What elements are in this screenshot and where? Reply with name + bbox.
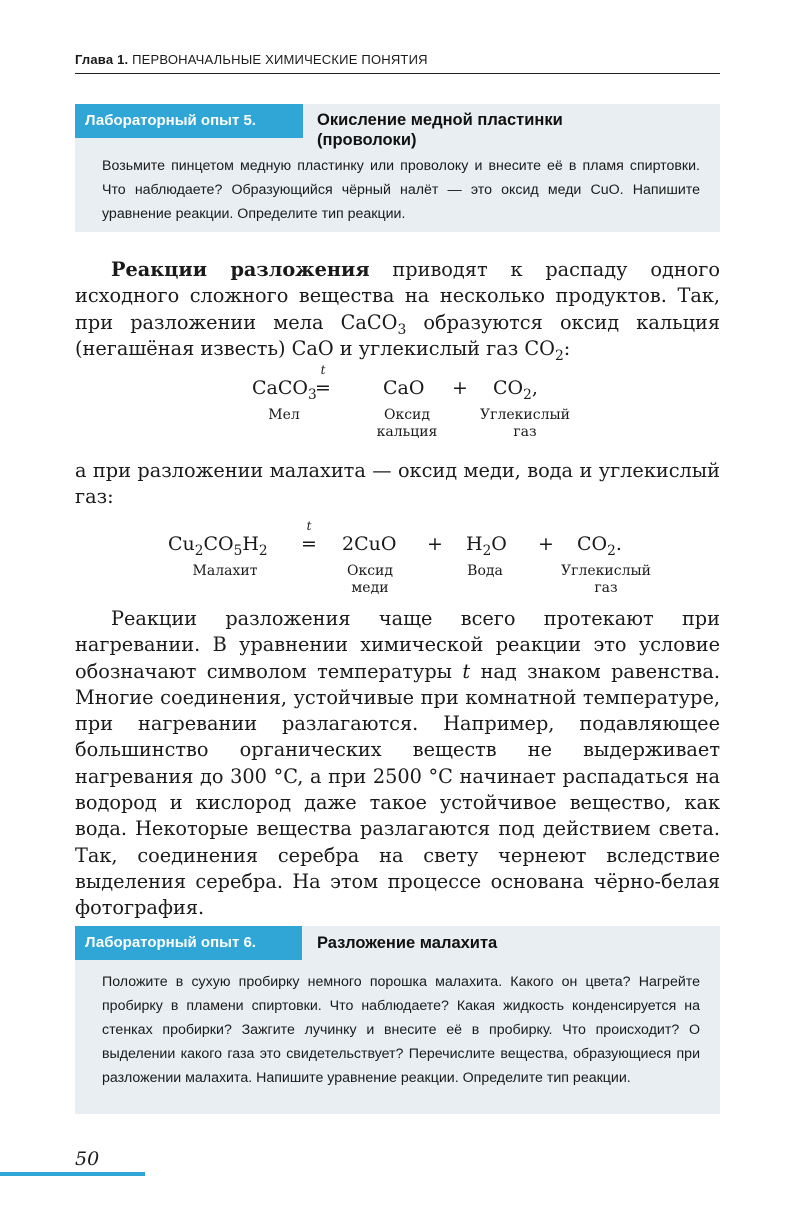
lab-text-6: Положите в сухую пробирку немного порошка малахита. Какого он цвета? Нагрейте пробирку в пламени спиртовки. Что наблюдаете? Какая жидкость конденсируется на стенках пробирки? Зажгите лучинку и внесите её в пробирку. Что происходит? О выделении какого газа это свидетельствует? Перечислите вещества, образующиеся при разложении малахита. Напишите уравнение реакции. Определите тип реакции. bbox=[102, 974, 700, 1086]
paragraph-malachite: а при разложении малахита — оксид меди, вода и углекислый газ: bbox=[75, 459, 720, 509]
chapter-title: ПЕРВОНАЧАЛЬНЫЕ ХИМИЧЕСКИЕ ПОНЯТИЯ bbox=[132, 52, 428, 67]
running-header bbox=[75, 52, 720, 74]
term-decomposition: Реакции разложения bbox=[111, 258, 370, 281]
lab-tag-6: Лабораторный опыт 6. bbox=[75, 926, 302, 960]
page-number: 50 bbox=[75, 1148, 100, 1170]
lab-box-5 bbox=[75, 104, 720, 232]
temperature-symbol: t bbox=[462, 659, 471, 683]
lab-title-5: Окисление медной пластинки (проволоки) bbox=[317, 111, 563, 149]
lab-text-5: Возьмите пинцетом медную пластинку или проволоку и внесите её в пламя спиртовки. Что наблюдаете? Образующийся чёрный налёт — это оксид меди CuO. Напишите уравнение реакции. Определите тип реакции. bbox=[102, 158, 700, 222]
lab-title-6: Разложение малахита bbox=[317, 934, 498, 952]
page-number-bar bbox=[0, 1172, 145, 1176]
lab-box-6 bbox=[75, 926, 720, 1114]
chapter-label: Глава 1. bbox=[75, 52, 129, 67]
paragraph-heating: Реакции разложения чаще всего протекают при нагревании. В уравнении химической реакции это условие обозначают символом температуры t над знаком равенства. Многие соединения, устойчивые при комнатной температуре, при нагревании разлагаются. Например, подавляющее большинство органических веществ не выдерживает нагревания до 300 °C, а при 2500 °C начинает распадаться на водород и кислород даже такое устойчивое вещество, как вода. Некоторые вещества разлагаются под действием света. Так, соединения серебра на свету чернеют вследствие выделения серебра. На этом процессе основана чёрно-белая фотография. bbox=[75, 607, 720, 920]
lab-tag-5: Лабораторный опыт 5. bbox=[75, 104, 303, 138]
paragraph-decomposition: Реакции разложения приводят к распаду одного исходного сложного вещества на несколько продуктов. Так, при разложении мела CaCO$_3$ образуются оксид кальция (негашёная известь) CaO и углекислый газ $CO_2$: bbox=[75, 258, 720, 364]
